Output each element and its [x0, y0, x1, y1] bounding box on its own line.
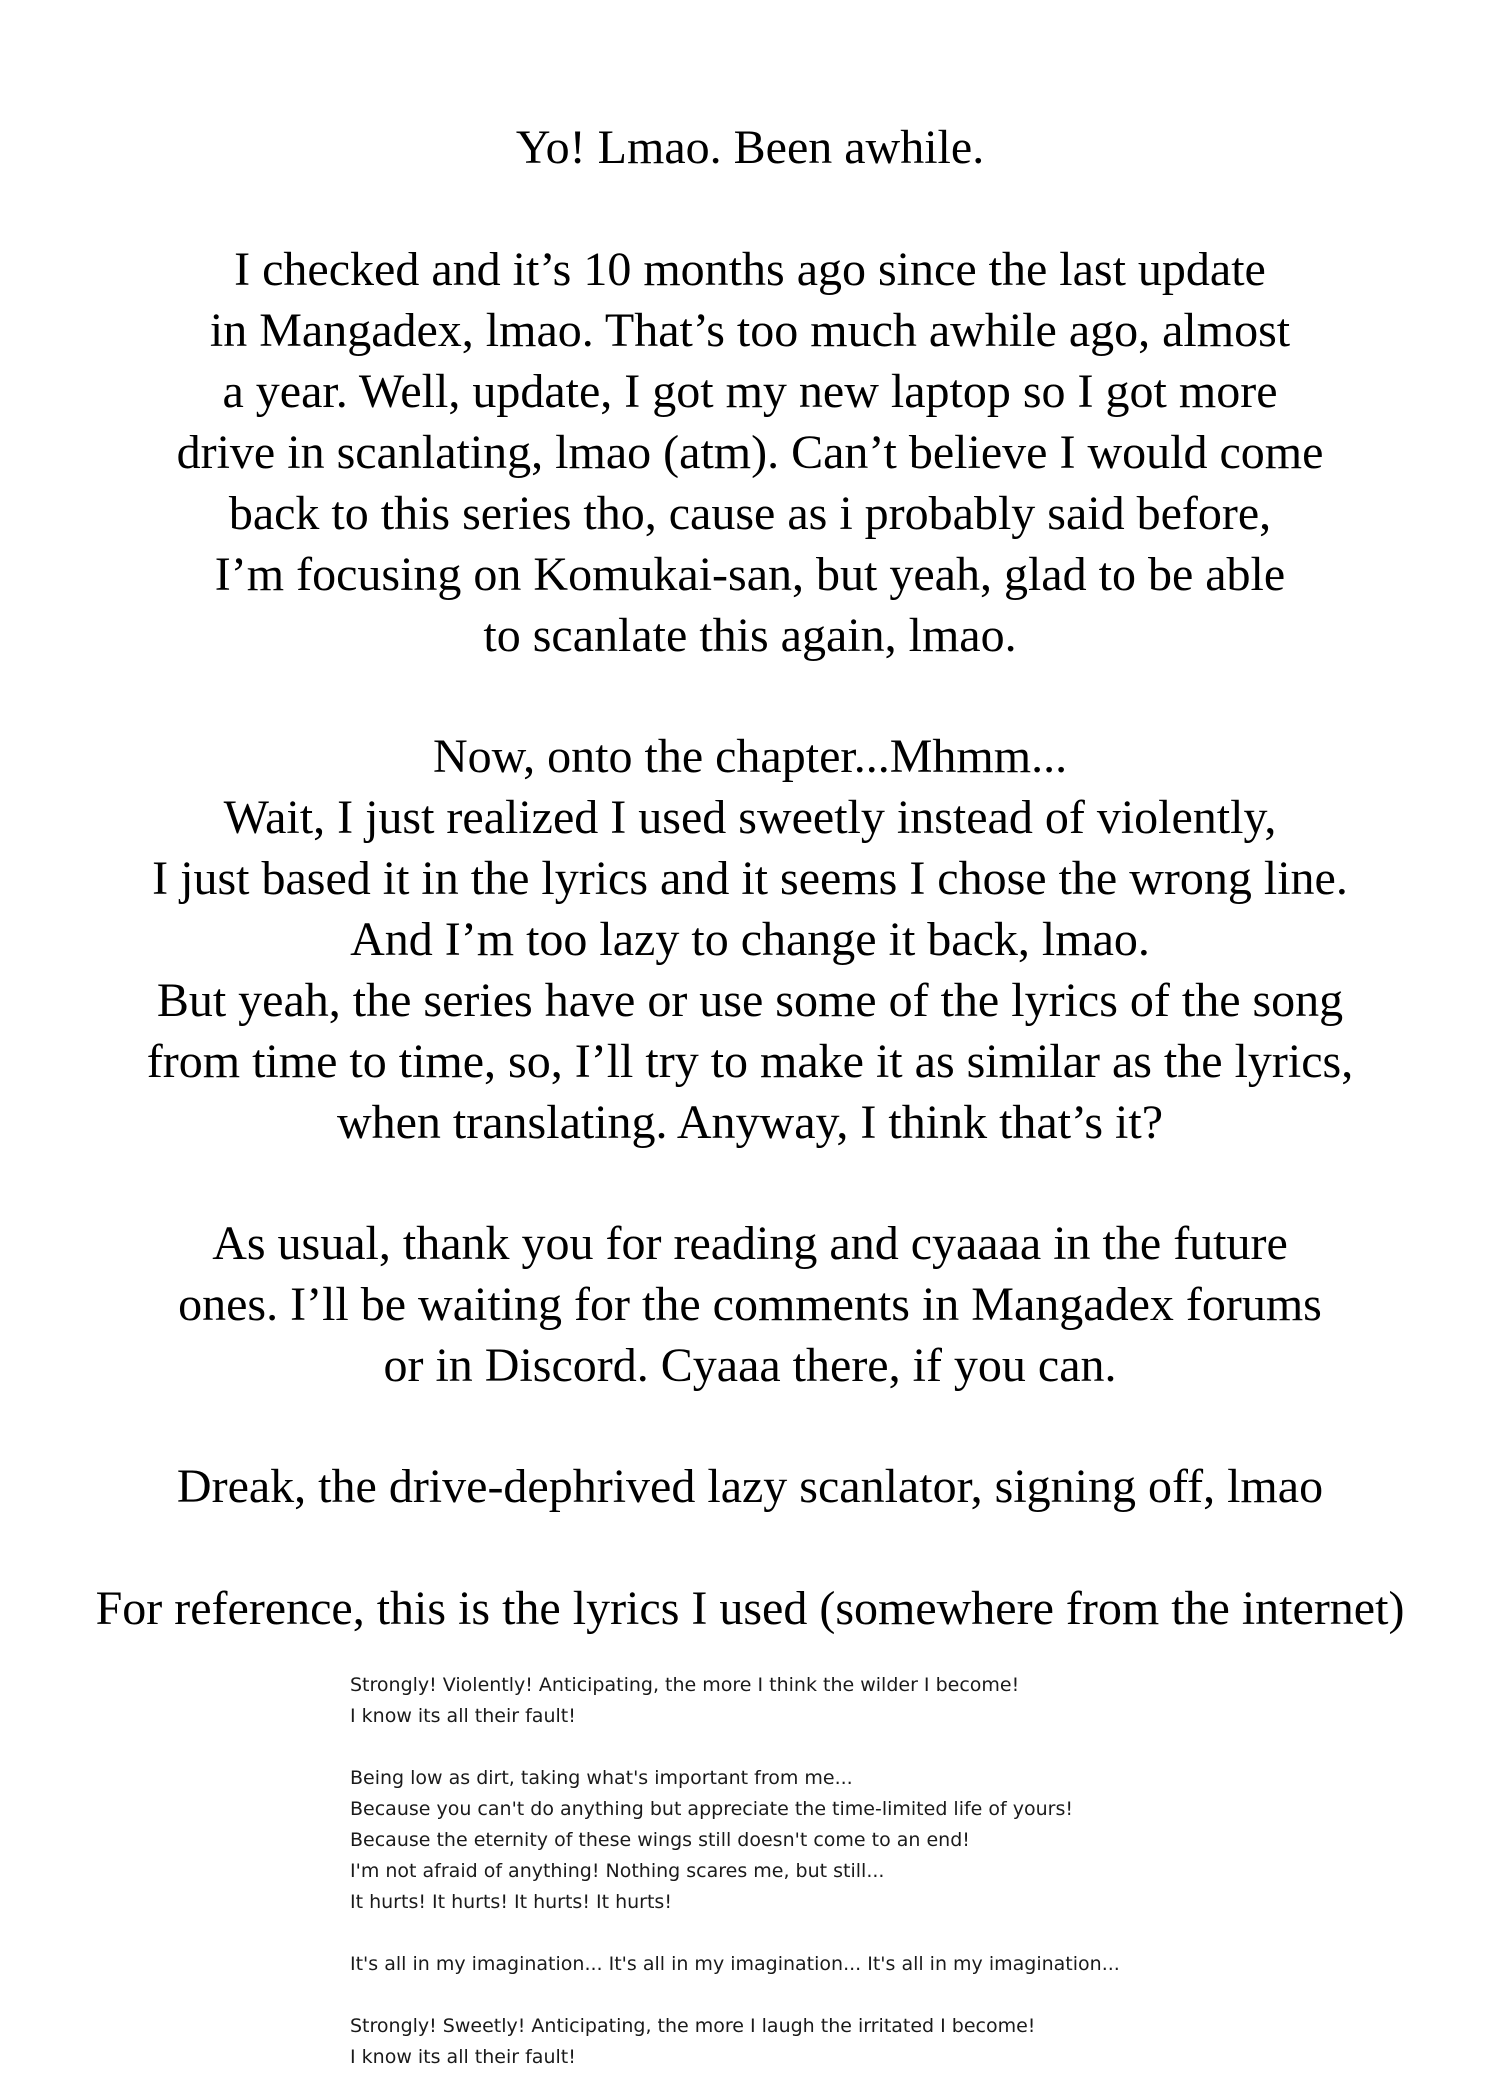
reference-paragraph [0, 1578, 1500, 1639]
text-line: in Mangadex, lmao. That’s too much awhile ago, almost [209, 304, 1291, 357]
lyrics-line: I know its all their fault! [350, 1705, 576, 1727]
lyrics-line: Because the eternity of these wings still doesn't come to an end! [350, 1829, 970, 1851]
text-line: drive in scanlating, lmao (atm). Can’t believe I would come [176, 426, 1324, 479]
text-line: ones. I’ll be waiting for the comments in Mangadex forums [178, 1278, 1322, 1331]
text-line: Wait, I just realized I used sweetly instead of violently, [223, 791, 1277, 844]
text-line: But yeah, the series have or use some of the lyrics of the song [156, 974, 1344, 1027]
lyrics-line: I'm not afraid of anything! Nothing scares me, but still... [350, 1860, 885, 1882]
text-line: I’m focusing on Komukai-san, but yeah, glad to be able [214, 548, 1286, 601]
thanks-paragraph [0, 1213, 1500, 1396]
text-line: And I’m too lazy to change it back, lmao. [350, 913, 1150, 966]
text-line: to scanlate this again, lmao. [483, 609, 1017, 662]
lyrics-line: It hurts! It hurts! It hurts! It hurts! [350, 1891, 672, 1913]
lyrics-line: Being low as dirt, taking what's important from me... [350, 1767, 853, 1789]
text-line: Dreak, the drive-dephrived lazy scanlator, signing off, lmao [176, 1460, 1324, 1513]
lyrics-line: Because you can't do anything but appreciate the time-limited life of yours! [350, 1798, 1073, 1820]
text-line: or in Discord. Cyaaa there, if you can. [383, 1339, 1117, 1392]
text-line: when translating. Anyway, I think that’s it? [336, 1096, 1164, 1149]
text-line: a year. Well, update, I got my new laptop so I got more [222, 365, 1278, 418]
lyrics-excerpt [350, 1670, 1120, 2073]
text-line: For reference, this is the lyrics I used (somewhere from the internet) [95, 1582, 1405, 1635]
text-line: I checked and it’s 10 months ago since the last update [234, 243, 1266, 296]
text-line: Yo! Lmao. Been awhile. [515, 121, 985, 174]
lyrics-stanza [350, 1763, 1120, 1918]
text-line: from time to time, so, I’ll try to make it as similar as the lyrics, [146, 1035, 1354, 1088]
signoff-paragraph [0, 1456, 1500, 1517]
lyrics-line: Strongly! Sweetly! Anticipating, the more I laugh the irritated I become! [350, 2015, 1036, 2037]
text-line: I just based it in the lyrics and it seems I chose the wrong line. [152, 852, 1348, 905]
text-line: Now, onto the chapter...Mhmm... [432, 730, 1068, 783]
update-paragraph [0, 239, 1500, 666]
greeting-paragraph [0, 117, 1500, 178]
text-line: As usual, thank you for reading and cyaaaa in the future [212, 1217, 1288, 1270]
lyrics-stanza [350, 1949, 1120, 1980]
text-line: back to this series tho, cause as i probably said before, [228, 487, 1272, 540]
lyrics-stanza [350, 2011, 1120, 2073]
lyrics-line: It's all in my imagination... It's all in my imagination... It's all in my imagination... [350, 1953, 1120, 1975]
lyrics-line: I know its all their fault! [350, 2046, 576, 2068]
lyrics-stanza [350, 1670, 1120, 1732]
lyrics-line: Strongly! Violently! Anticipating, the more I think the wilder I become! [350, 1674, 1020, 1696]
chapter-paragraph [0, 726, 1500, 1153]
